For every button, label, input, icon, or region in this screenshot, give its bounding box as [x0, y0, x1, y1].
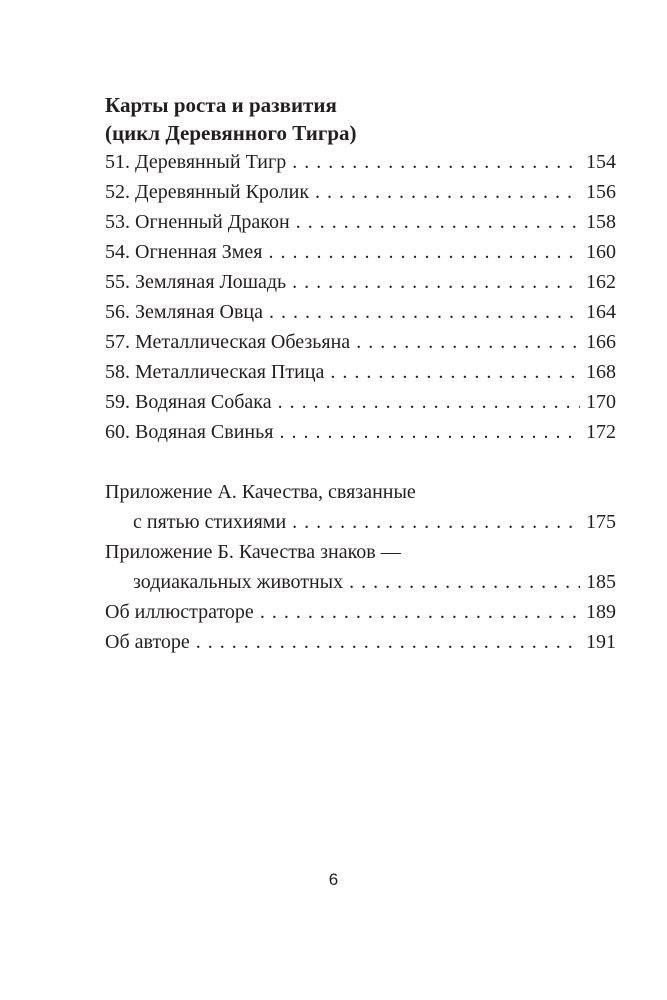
appendix-title-line-2: зодиакальных животных [133, 571, 344, 593]
dot-leader [196, 627, 580, 657]
toc-entry[interactable] [105, 357, 616, 387]
toc-entry-page: 162 [586, 271, 616, 293]
dot-leader [356, 327, 580, 357]
toc-entry[interactable] [105, 327, 616, 357]
dot-leader [278, 387, 580, 417]
appendix-page: 175 [586, 511, 616, 533]
page-number: 6 [328, 870, 339, 889]
toc-entry-label: 57. Металлическая Обезьяна [105, 331, 351, 353]
toc-entry-page: 168 [586, 361, 616, 383]
toc-entry-page: 158 [586, 211, 616, 233]
toc-entry[interactable] [105, 207, 616, 237]
toc-entry-author[interactable] [105, 627, 616, 657]
dot-leader [292, 507, 580, 537]
appendix-title-line-1: Приложение А. Качества, связанные [105, 481, 416, 503]
toc-entry-label: Об авторе [105, 631, 190, 653]
toc-entry-page: 191 [586, 631, 616, 653]
toc-entry-label: 53. Огненный Дракон [105, 211, 290, 233]
toc-entry-label: 60. Водяная Свинья [105, 421, 274, 443]
toc-entry-label: 52. Деревянный Кролик [105, 181, 310, 203]
toc-entry[interactable] [105, 147, 616, 177]
section-heading-line-1: Карты роста и развития [105, 93, 337, 117]
toc-entry-label: 59. Водяная Собака [105, 391, 272, 413]
toc-entry[interactable] [105, 177, 616, 207]
toc-entries [105, 147, 616, 447]
dot-leader [330, 357, 580, 387]
dot-leader [279, 417, 580, 447]
dot-leader [296, 207, 580, 237]
dot-leader [268, 237, 580, 267]
dot-leader [292, 147, 580, 177]
section-spacer [105, 447, 616, 477]
toc-entry[interactable] [105, 267, 616, 297]
section-heading-line-2: (цикл Деревянного Тигра) [105, 121, 357, 145]
toc-entry[interactable] [105, 417, 616, 447]
toc-entry-page: 166 [586, 331, 616, 353]
toc-entry-page: 172 [586, 421, 616, 443]
toc-entry[interactable] [105, 387, 616, 417]
toc-entry-label: 58. Металлическая Птица [105, 361, 325, 383]
toc-entry[interactable] [105, 237, 616, 267]
toc-entry-label: 56. Земляная Овца [105, 301, 263, 323]
dot-leader [260, 597, 580, 627]
toc-entry[interactable] [105, 297, 616, 327]
toc-entry-label: 51. Деревянный Тигр [105, 151, 287, 173]
toc-entry-label: 54. Огненная Змея [105, 241, 263, 263]
toc-entry-illustrator[interactable] [105, 597, 616, 627]
appendix-entry[interactable] [105, 537, 616, 597]
toc-entry-page: 154 [586, 151, 616, 173]
toc-entry-page: 170 [586, 391, 616, 413]
toc-entry-page: 189 [586, 601, 616, 623]
toc-entry-label: 55. Земляная Лошадь [105, 271, 287, 293]
toc-entry-page: 160 [586, 241, 616, 263]
toc-entry-page: 164 [586, 301, 616, 323]
appendix-entry[interactable] [105, 477, 616, 537]
appendix-title-line-2: с пятью стихиями [133, 511, 287, 533]
toc-entry-label: Об иллюстраторе [105, 601, 254, 623]
appendix-continuation [105, 567, 616, 597]
appendix-continuation [105, 507, 616, 537]
appendix-title-line-1: Приложение Б. Качества знаков — [105, 541, 401, 563]
dot-leader [349, 567, 580, 597]
appendix-page: 185 [586, 571, 616, 593]
dot-leader [269, 297, 580, 327]
dot-leader [315, 177, 580, 207]
toc-entry-page: 156 [586, 181, 616, 203]
table-of-contents [105, 91, 616, 657]
dot-leader [292, 267, 580, 297]
